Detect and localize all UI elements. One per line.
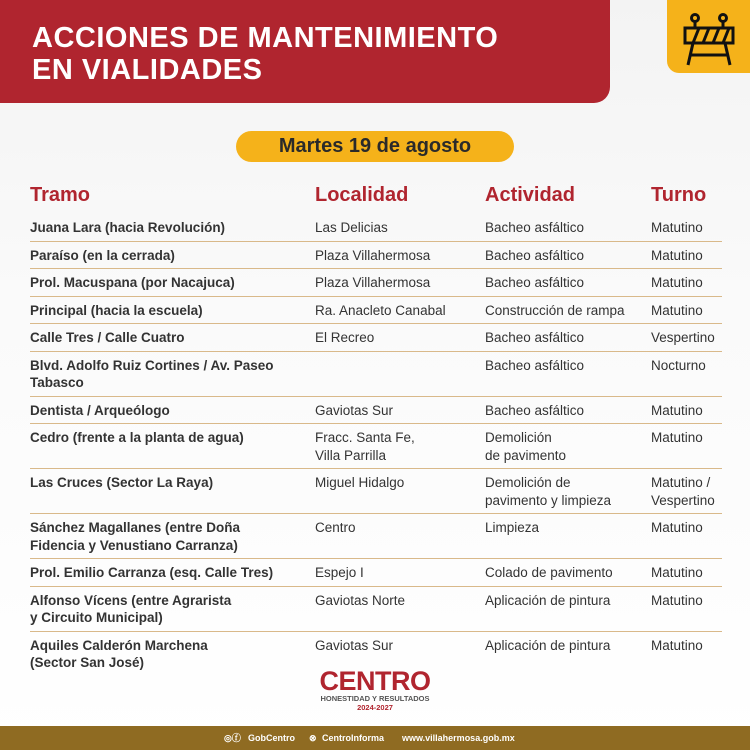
table-row [30, 242, 722, 270]
road-barrier-icon [681, 12, 737, 68]
cell-turno: Matutino [651, 220, 703, 235]
cell-tramo: Cedro (frente a la planta de agua) [30, 430, 244, 445]
cell-localidad: Gaviotas Sur [315, 637, 394, 653]
table-row [30, 297, 722, 325]
cell-actividad: Bacheo asfáltico [485, 357, 585, 373]
cell-localidad: Las Delicias [315, 220, 388, 235]
cell-actividad: Aplicación de pintura [485, 592, 611, 608]
cell-tramo: Paraíso (en la cerrada) [30, 247, 175, 263]
cell-turno: Matutino [651, 520, 703, 535]
cell-tramo: Principal (hacia la escuela) [30, 302, 203, 318]
column-header-actividad: Actividad [485, 184, 576, 206]
cell-actividad: Demolición de pavimento y limpieza [485, 475, 612, 508]
cell-turno: Matutino [651, 592, 703, 608]
maintenance-table [30, 214, 722, 676]
column-header-turno: Turno [651, 184, 707, 206]
cell-turno: Matutino [651, 430, 703, 445]
cell-tramo: Juana Lara (hacia Revolución) [30, 220, 226, 235]
cell-localidad: Plaza Villahermosa [315, 275, 431, 290]
cell-localidad: Miguel Hidalgo [315, 475, 405, 490]
cell-actividad: Bacheo asfáltico [485, 220, 585, 235]
date-pill: Martes 19 de agosto [236, 131, 514, 162]
cell-actividad: Bacheo asfáltico [485, 330, 585, 345]
cell-actividad: Colado de pavimento [485, 565, 613, 580]
table-row [30, 324, 722, 352]
table-row [30, 424, 722, 469]
cell-actividad: Limpieza [485, 520, 540, 535]
table-row [30, 559, 722, 587]
table-row [30, 352, 722, 397]
footer-social-gobcentro[interactable]: GobCentro [248, 733, 295, 743]
cell-turno: Matutino [651, 302, 703, 318]
table-row [30, 514, 722, 559]
cell-actividad: Bacheo asfáltico [485, 402, 585, 418]
cell-turno: Matutino [651, 565, 703, 580]
logo-name: CENTRO [319, 666, 431, 696]
cell-localidad: Plaza Villahermosa [315, 247, 431, 263]
footer-social-centroinforma[interactable]: CentroInforma [322, 733, 385, 743]
column-header-tramo: Tramo [30, 184, 91, 206]
cell-actividad: Demolición de pavimento [485, 430, 567, 463]
cell-turno: Vespertino [651, 330, 715, 345]
cell-tramo: Dentista / Arqueólogo [30, 402, 170, 418]
road-barrier-badge [667, 0, 750, 73]
cell-tramo: Alfonso Vícens (entre Agrarista y Circuito Municipal) [30, 592, 232, 625]
cell-localidad: Fracc. Santa Fe, Villa Parrilla [315, 430, 415, 463]
table-row [30, 587, 722, 632]
table-row [30, 214, 722, 242]
cell-tramo: Sánchez Magallanes (entre Doña Fidencia y Venustiano Carranza) [30, 520, 241, 553]
instagram-facebook-icon: ◎ⓕ [224, 733, 241, 743]
cell-turno: Matutino [651, 275, 703, 290]
cell-localidad: Gaviotas Norte [315, 592, 406, 608]
cell-localidad: Espejo I [315, 565, 364, 580]
centro-logo [300, 668, 450, 712]
cell-actividad: Bacheo asfáltico [485, 247, 585, 263]
footer-bar [0, 726, 750, 750]
cell-tramo: Las Cruces (Sector La Raya) [30, 475, 214, 490]
cell-localidad [315, 357, 485, 392]
cell-actividad: Construcción de rampa [485, 302, 625, 318]
cell-tramo: Aquiles Calderón Marchena (Sector San José) [30, 637, 208, 670]
logo-years: 2024-2027 [357, 703, 393, 712]
x-icon: ⊗ [309, 733, 317, 743]
cell-localidad: Ra. Anacleto Canabal [315, 302, 446, 318]
cell-tramo: Blvd. Adolfo Ruiz Cortines / Av. Paseo Tabasco [30, 357, 274, 390]
cell-turno: Matutino [651, 637, 703, 653]
cell-turno: Matutino / Vespertino [651, 475, 715, 508]
footer-website-link[interactable]: www.villahermosa.gob.mx [402, 733, 515, 743]
column-header-localidad: Localidad [315, 184, 409, 206]
cell-tramo: Prol. Macuspana (por Nacajuca) [30, 275, 235, 290]
table-row [30, 269, 722, 297]
cell-localidad: El Recreo [315, 330, 375, 345]
cell-actividad: Bacheo asfáltico [485, 275, 585, 290]
cell-turno: Matutino [651, 402, 703, 418]
cell-localidad: Centro [315, 520, 356, 535]
cell-localidad: Gaviotas Sur [315, 402, 394, 418]
cell-tramo: Calle Tres / Calle Cuatro [30, 330, 185, 345]
cell-turno: Nocturno [651, 357, 706, 373]
table-row [30, 469, 722, 514]
cell-actividad: Aplicación de pintura [485, 637, 611, 653]
logo-tagline: HONESTIDAD Y RESULTADOS [320, 694, 430, 703]
cell-tramo: Prol. Emilio Carranza (esq. Calle Tres) [30, 565, 274, 580]
cell-turno: Matutino [651, 247, 703, 263]
page-title: ACCIONES DE MANTENIMIENTO EN VIALIDADES [32, 22, 499, 86]
title-banner [0, 0, 610, 103]
table-row [30, 397, 722, 425]
